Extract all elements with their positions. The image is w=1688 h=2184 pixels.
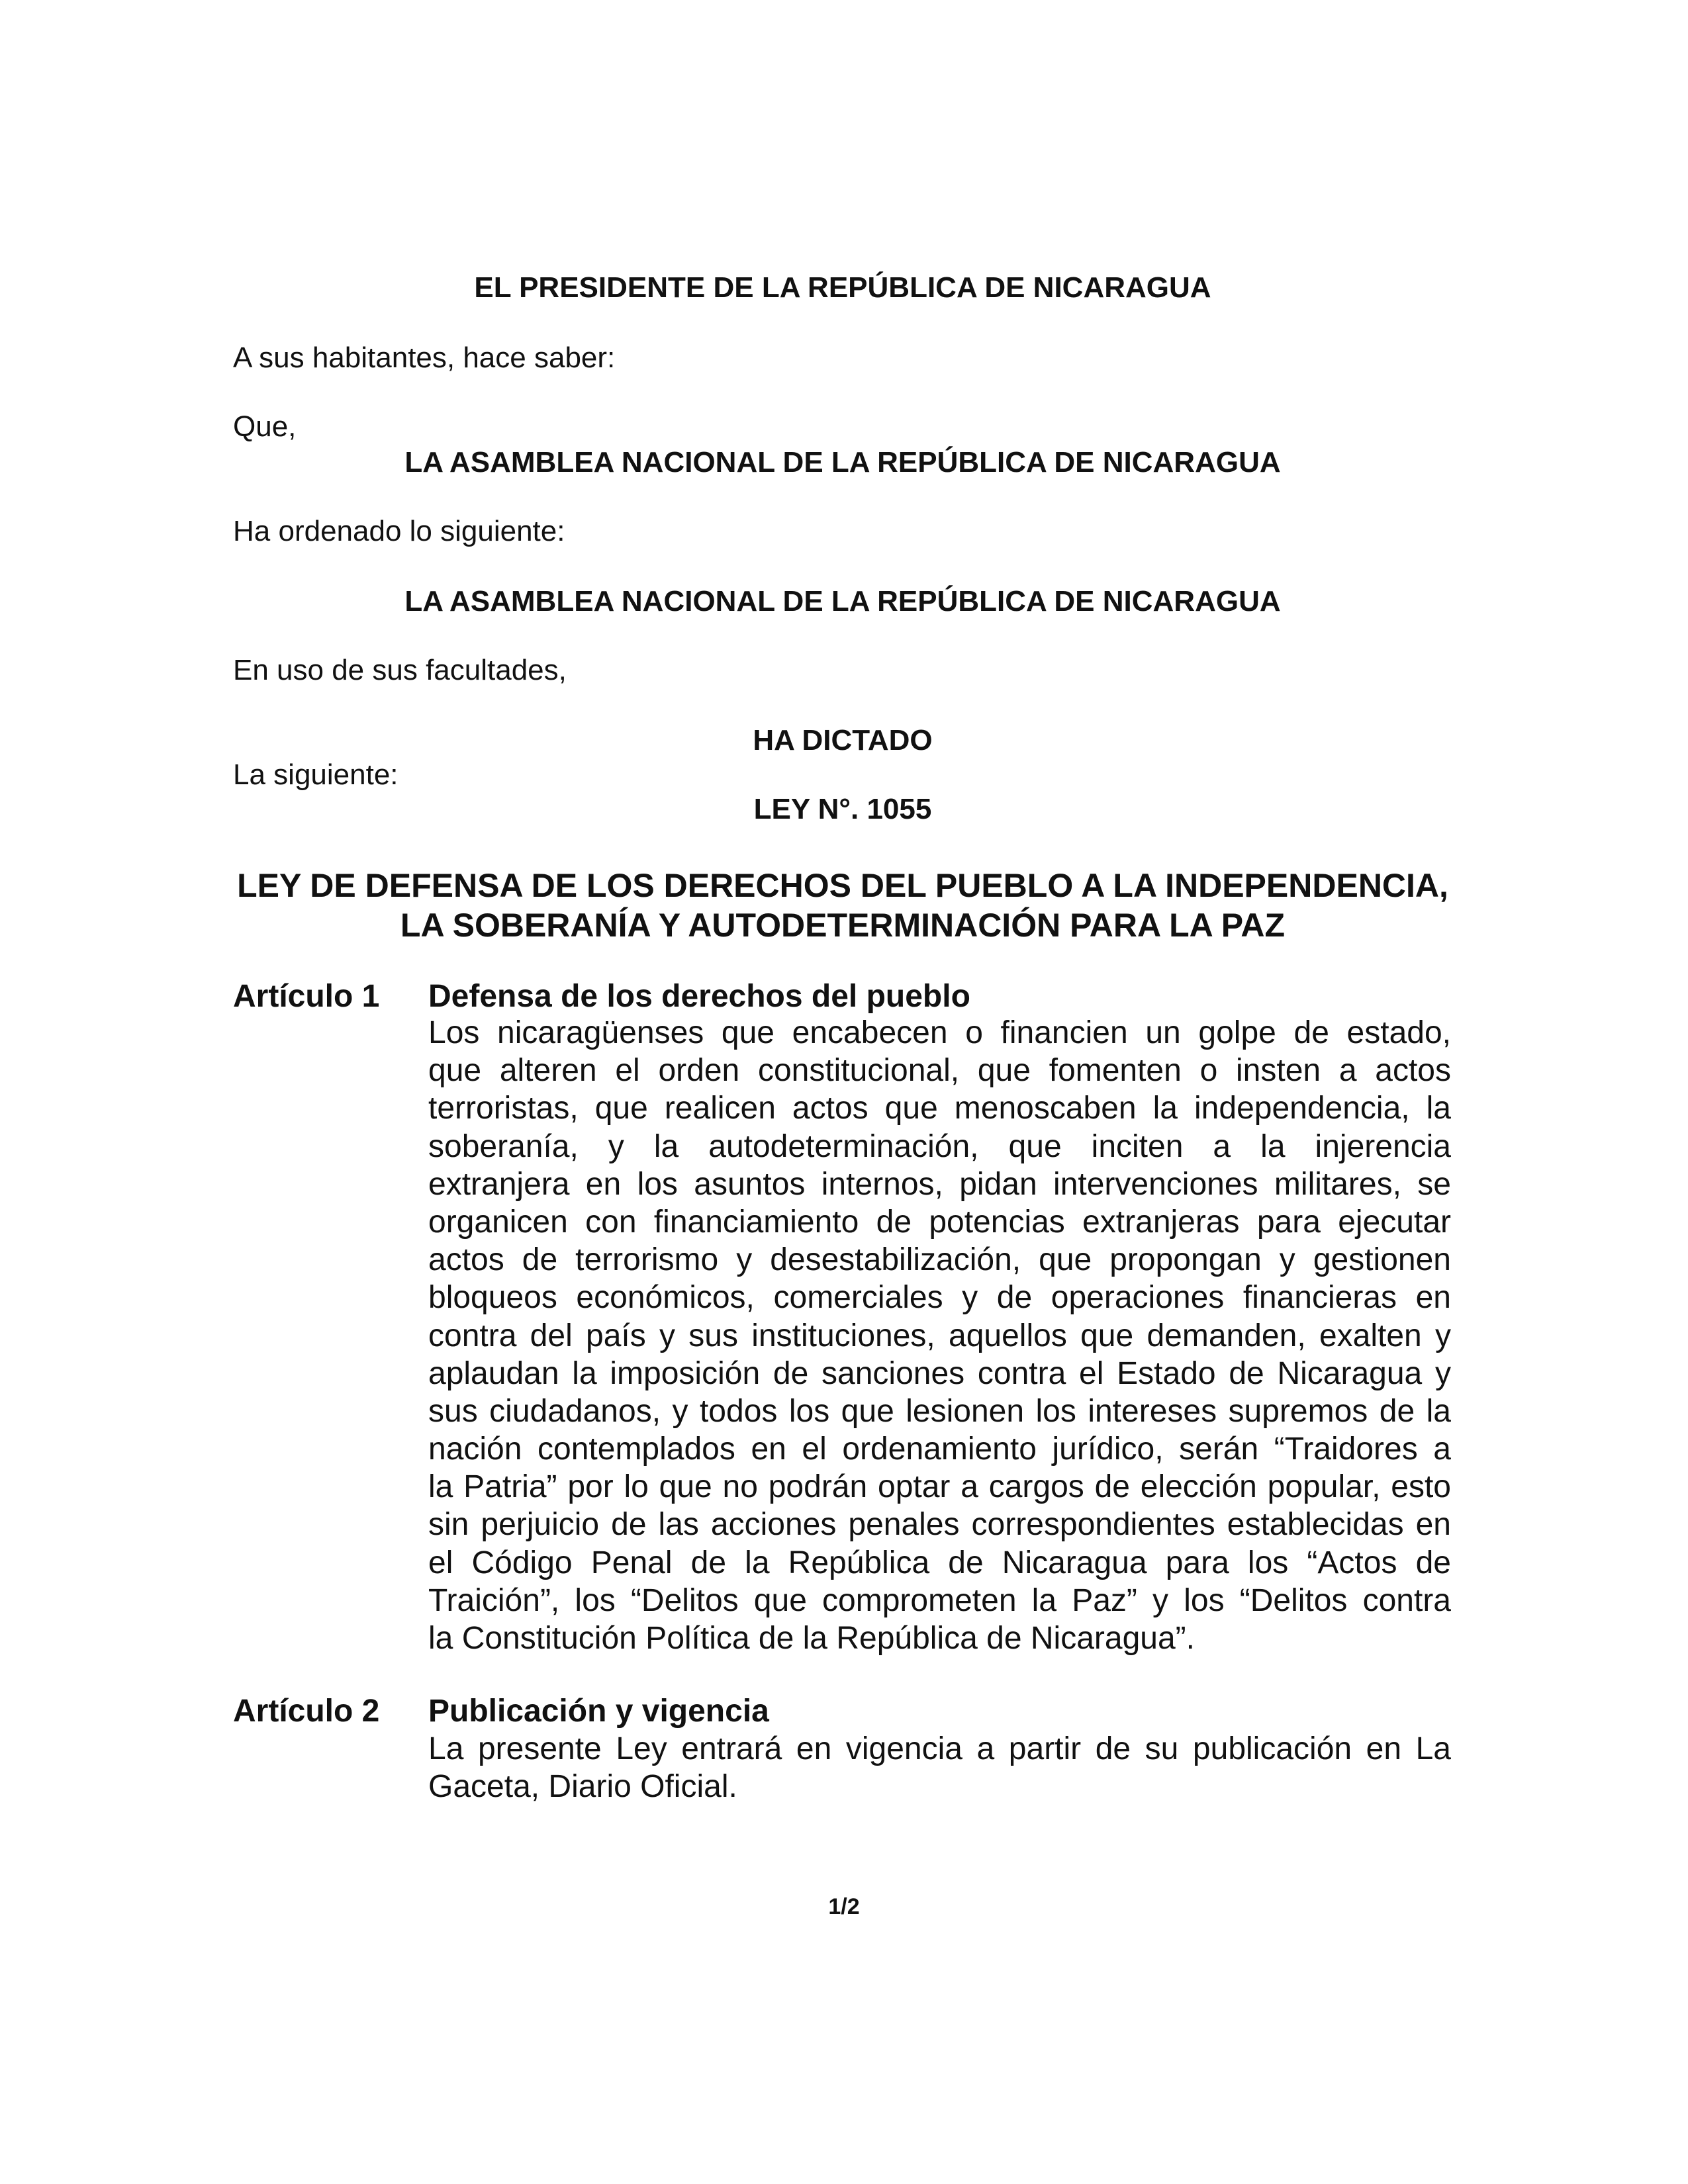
inhabitants-text: A sus habitantes, hace saber: bbox=[233, 341, 616, 374]
ha-dictado-heading: HA DICTADO bbox=[753, 724, 933, 756]
article-1-line: organicen con financiamiento de potencias extranjeras para ejecutar bbox=[428, 1204, 1451, 1240]
assembly-heading-2: LA ASAMBLEA NACIONAL DE LA REPÚBLICA DE NICARAGUA bbox=[404, 585, 1281, 617]
law-title-line-2: LA SOBERANÍA Y AUTODETERMINACIÓN PARA LA PAZ bbox=[400, 907, 1286, 944]
article-1-line: nación contemplados en el ordenamiento jurídico, serán “Traidores a bbox=[428, 1432, 1451, 1467]
que-text: Que, bbox=[233, 410, 297, 443]
article-1-line: la Constitución Política de la República de Nicaragua”. bbox=[428, 1621, 1195, 1656]
article-1-line: aplaudan la imposición de sanciones contra el Estado de Nicaragua y bbox=[428, 1355, 1451, 1391]
article-2-label: Artículo 2 bbox=[233, 1694, 380, 1729]
article-1-line: Los nicaragüenses que encabecen o financien un golpe de estado, bbox=[428, 1015, 1451, 1050]
la-siguiente-text: La siguiente: bbox=[233, 758, 399, 791]
article-2-line: La presente Ley entrará en vigencia a partir de su publicación en La bbox=[428, 1731, 1451, 1766]
president-title: EL PRESIDENTE DE LA REPÚBLICA DE NICARAGUA bbox=[474, 271, 1211, 304]
law-title bbox=[233, 866, 1452, 945]
article-1-line: contra del país y sus instituciones, aquellos que demanden, exalten y bbox=[428, 1318, 1451, 1353]
article-1-body bbox=[428, 1014, 1451, 1657]
article-2-line: Gaceta, Diario Oficial. bbox=[428, 1769, 737, 1805]
article-1-line: el Código Penal de la República de Nicaragua para los “Actos de bbox=[428, 1545, 1451, 1580]
assembly-heading-1: LA ASAMBLEA NACIONAL DE LA REPÚBLICA DE NICARAGUA bbox=[404, 446, 1281, 478]
article-2-body bbox=[428, 1730, 1451, 1805]
ordered-text: Ha ordenado lo siguiente: bbox=[233, 515, 565, 547]
law-title-line-1: LEY DE DEFENSA DE LOS DERECHOS DEL PUEBLO A LA INDEPENDENCIA, bbox=[237, 867, 1448, 904]
article-2-heading: Publicación y vigencia bbox=[428, 1694, 769, 1729]
page-number: 1/2 bbox=[828, 1894, 860, 1919]
article-1-line: actos de terrorismo y desestabilización, que propongan y gestionen bbox=[428, 1242, 1451, 1278]
article-1-line: extranjera en los asuntos internos, pidan intervenciones militares, se bbox=[428, 1166, 1451, 1202]
article-1-line: soberanía, y la autodeterminación, que inciten a la injerencia bbox=[428, 1128, 1451, 1164]
article-1-line: terroristas, que realicen actos que menoscaben la independencia, la bbox=[428, 1091, 1451, 1126]
article-1-line: sin perjuicio de las acciones penales correspondientes establecidas en bbox=[428, 1507, 1451, 1543]
article-1-line: la Patria” por lo que no podrán optar a cargos de elección popular, esto bbox=[428, 1469, 1451, 1505]
article-1-label: Artículo 1 bbox=[233, 979, 380, 1014]
article-1-line: bloqueos económicos, comerciales y de operaciones financieras en bbox=[428, 1280, 1451, 1316]
article-1-line: Traición”, los “Delitos que comprometen la Paz” y los “Delitos contra bbox=[428, 1582, 1451, 1618]
article-1-line: sus ciudadanos, y todos los que lesionen los intereses supremos de la bbox=[428, 1393, 1451, 1429]
article-1-heading: Defensa de los derechos del pueblo bbox=[428, 979, 970, 1014]
article-1-line: que alteren el orden constitucional, que fomenten o insten a actos bbox=[428, 1053, 1451, 1089]
law-number: LEY N°. 1055 bbox=[753, 793, 932, 825]
faculties-text: En uso de sus facultades, bbox=[233, 654, 567, 686]
